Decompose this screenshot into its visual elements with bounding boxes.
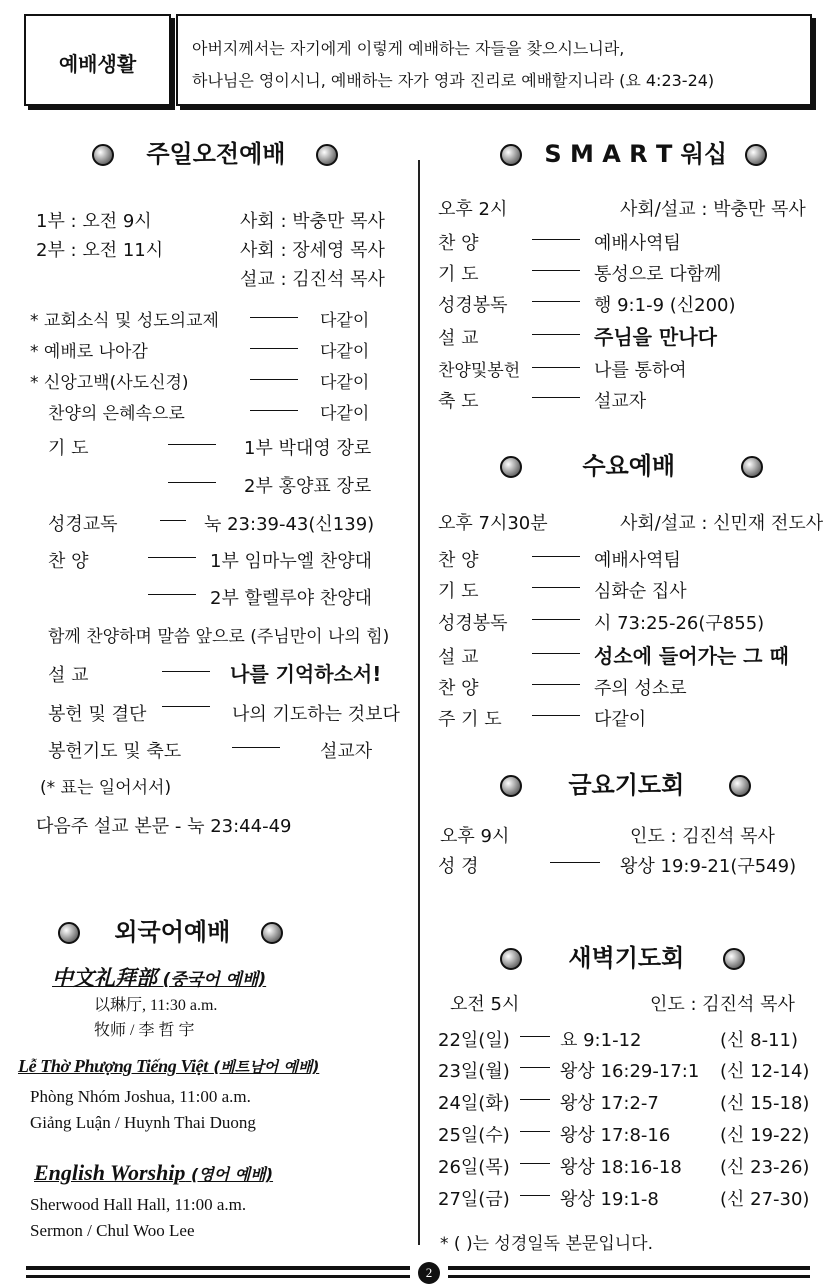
dawn-title: 새벽기도회 bbox=[568, 944, 685, 972]
circle-bullet-icon bbox=[745, 144, 767, 166]
sermon-by: 설교 : 김진석 목사 bbox=[240, 269, 385, 290]
chinese-service-preacher: 牧师 / 李 哲 宇 bbox=[94, 1022, 195, 1039]
dash-line bbox=[532, 397, 580, 398]
circle-bullet-icon bbox=[92, 144, 114, 166]
circle-bullet-icon bbox=[500, 775, 522, 797]
dash-line bbox=[532, 619, 580, 620]
reading-label: 성경교독 bbox=[48, 514, 118, 535]
friday-title: 금요기도회 bbox=[568, 771, 685, 799]
dash-line bbox=[532, 239, 580, 240]
dash-line bbox=[532, 270, 580, 271]
standing-note: (* 표는 일어서서) bbox=[40, 778, 172, 798]
circle-bullet-icon bbox=[58, 922, 80, 944]
friday-scripture-value: 왕상 19:9-21(구549) bbox=[620, 856, 797, 877]
vietnamese-service-preacher: Giảng Luận / Huynh Thai Duong bbox=[30, 1113, 256, 1132]
dash-line bbox=[532, 684, 580, 685]
dawn-new-testament: (신 15-18) bbox=[720, 1093, 810, 1114]
order-label: * 교회소식 및 성도의교제 bbox=[30, 311, 219, 331]
sunday-title: 주일오전예배 bbox=[146, 140, 286, 168]
smart-heading bbox=[500, 134, 767, 169]
dawn-day: 27일(금) bbox=[438, 1189, 510, 1210]
dash-line bbox=[250, 317, 298, 318]
smart-time: 오후 2시 bbox=[438, 199, 508, 220]
dash-line bbox=[162, 671, 210, 672]
dash-line bbox=[520, 1036, 550, 1037]
foreign-heading bbox=[58, 912, 283, 947]
smart-row-label: 찬 양 bbox=[438, 233, 479, 254]
next-week-text: 다음주 설교 본문 - 눅 23:44-49 bbox=[36, 816, 292, 837]
dash-line bbox=[148, 594, 196, 595]
smart-sermon-title: 주님을 만나다 bbox=[594, 325, 717, 349]
wednesday-title: 수요예배 bbox=[582, 452, 676, 480]
column-divider bbox=[418, 160, 420, 1245]
dash-line bbox=[162, 706, 210, 707]
prayer-2: 2부 홍양표 장로 bbox=[244, 476, 372, 497]
dash-line bbox=[532, 556, 580, 557]
dash-line bbox=[520, 1163, 550, 1164]
dash-line bbox=[520, 1067, 550, 1068]
dawn-reference: 왕상 18:16-18 bbox=[560, 1157, 682, 1178]
dawn-new-testament: (신 8-11) bbox=[720, 1030, 799, 1051]
dawn-time: 오전 5시 bbox=[450, 994, 520, 1015]
host-2: 사회 : 장세영 목사 bbox=[240, 240, 385, 261]
dash-line bbox=[232, 747, 280, 748]
dawn-new-testament: (신 27-30) bbox=[720, 1189, 810, 1210]
dash-line bbox=[168, 444, 216, 445]
praise-1: 1부 임마누엘 찬양대 bbox=[210, 551, 372, 572]
order-value: 다같이 bbox=[320, 311, 370, 331]
dawn-day: 26일(목) bbox=[438, 1157, 510, 1178]
dawn-leader: 인도 : 김진석 목사 bbox=[650, 994, 795, 1015]
circle-bullet-icon bbox=[500, 456, 522, 478]
english-service-preacher: Sermon / Chul Woo Lee bbox=[30, 1221, 195, 1240]
footer-rule-left bbox=[26, 1266, 410, 1278]
prayer-label: 기 도 bbox=[48, 438, 89, 459]
verse-line-1: 아버지께서는 자기에게 이렇게 예배하는 자들을 찾으시느니라, bbox=[192, 39, 625, 58]
vietnamese-service-title: Lễ Thờ Phượng Tiếng Việt (베트남어 예배) bbox=[18, 1056, 320, 1076]
dawn-day: 23일(월) bbox=[438, 1061, 510, 1082]
wednesday-host: 사회/설교 : 신민재 전도사 bbox=[620, 513, 824, 534]
smart-row-value: 설교자 bbox=[594, 391, 647, 412]
praise-label: 찬 양 bbox=[48, 551, 89, 572]
verse-box bbox=[176, 14, 812, 106]
wednesday-row-value: 심화순 집사 bbox=[594, 581, 687, 602]
friday-scripture-label: 성 경 bbox=[438, 856, 479, 877]
dash-line bbox=[532, 587, 580, 588]
wednesday-row-label: 찬 양 bbox=[438, 550, 479, 571]
dawn-heading bbox=[500, 938, 745, 973]
page-number: 2 bbox=[418, 1262, 440, 1284]
circle-bullet-icon bbox=[723, 948, 745, 970]
dash-line bbox=[532, 334, 580, 335]
smart-row-label: 성경봉독 bbox=[438, 295, 508, 316]
wednesday-row-label: 주 기 도 bbox=[438, 709, 502, 730]
offering-label: 봉헌 및 결단 bbox=[48, 704, 147, 725]
foreign-title: 외국어예배 bbox=[114, 918, 231, 946]
smart-row-label: 찬양및봉헌 bbox=[438, 361, 521, 381]
wednesday-sermon-title: 성소에 들어가는 그 때 bbox=[594, 644, 789, 668]
friday-time: 오후 9시 bbox=[440, 826, 510, 847]
dawn-note: * ( )는 성경일독 본문입니다. bbox=[440, 1234, 654, 1254]
chinese-service-title: 中文礼拜部 (중국어 예배) bbox=[52, 966, 267, 990]
offering-value: 나의 기도하는 것보다 bbox=[232, 704, 400, 725]
verse-line-2: 하나님은 영이시니, 예배하는 자가 영과 진리로 예배할지니라 (요 4:23-24) bbox=[192, 71, 715, 90]
wednesday-row-value: 예배사역팀 bbox=[594, 550, 681, 571]
dawn-new-testament: (신 19-22) bbox=[720, 1125, 810, 1146]
smart-row-label: 축 도 bbox=[438, 391, 479, 412]
smart-row-value: 통성으로 다함께 bbox=[594, 264, 722, 285]
sermon-label: 설 교 bbox=[48, 665, 89, 686]
wednesday-heading bbox=[500, 446, 763, 481]
dash-line bbox=[160, 520, 186, 521]
dawn-new-testament: (신 23-26) bbox=[720, 1157, 810, 1178]
wednesday-row-value: 주의 성소로 bbox=[594, 678, 687, 699]
footer-rule-right bbox=[448, 1266, 810, 1278]
order-value: 다같이 bbox=[320, 342, 370, 362]
friday-leader: 인도 : 김진석 목사 bbox=[630, 826, 775, 847]
friday-heading bbox=[500, 765, 751, 800]
sermon-title: 나를 기억하소서! bbox=[230, 662, 382, 686]
dash-line bbox=[520, 1131, 550, 1132]
dash-line bbox=[532, 715, 580, 716]
circle-bullet-icon bbox=[741, 456, 763, 478]
dawn-reference: 왕상 17:8-16 bbox=[560, 1125, 671, 1146]
dawn-reference: 요 9:1-12 bbox=[560, 1030, 642, 1051]
smart-row-value: 나를 통하여 bbox=[594, 360, 687, 381]
dash-line bbox=[532, 653, 580, 654]
english-service-place: Sherwood Hall Hall, 11:00 a.m. bbox=[30, 1195, 247, 1214]
dash-line bbox=[532, 367, 580, 368]
dawn-day: 25일(수) bbox=[438, 1125, 510, 1146]
dawn-reference: 왕상 16:29-17:1 bbox=[560, 1061, 700, 1082]
smart-host: 사회/설교 : 박충만 목사 bbox=[620, 199, 806, 220]
wednesday-row-label: 성경봉독 bbox=[438, 613, 508, 634]
dawn-day: 22일(일) bbox=[438, 1030, 510, 1051]
section-label: 예배생활 bbox=[58, 52, 137, 76]
dash-line bbox=[250, 379, 298, 380]
dawn-day: 24일(화) bbox=[438, 1093, 510, 1114]
dash-line bbox=[520, 1099, 550, 1100]
circle-bullet-icon bbox=[500, 948, 522, 970]
smart-row-value: 행 9:1-9 (신200) bbox=[594, 295, 736, 316]
smart-title: S M A R T 워십 bbox=[544, 140, 728, 168]
circle-bullet-icon bbox=[316, 144, 338, 166]
order-value: 다같이 bbox=[320, 373, 370, 393]
vietnamese-service-place: Phòng Nhóm Joshua, 11:00 a.m. bbox=[30, 1087, 251, 1106]
dash-line bbox=[168, 482, 216, 483]
wednesday-row-label: 기 도 bbox=[438, 581, 479, 602]
together-line: 함께 찬양하며 말씀 앞으로 (주님만이 나의 힘) bbox=[48, 627, 390, 647]
dawn-reference: 왕상 19:1-8 bbox=[560, 1189, 659, 1210]
circle-bullet-icon bbox=[500, 144, 522, 166]
dash-line bbox=[550, 862, 600, 863]
circle-bullet-icon bbox=[261, 922, 283, 944]
service-1-time: 1부 : 오전 9시 bbox=[36, 211, 152, 232]
dash-line bbox=[250, 410, 298, 411]
order-label: * 예배로 나아감 bbox=[30, 342, 148, 362]
order-value: 다같이 bbox=[320, 404, 370, 424]
dash-line bbox=[532, 301, 580, 302]
dawn-reference: 왕상 17:2-7 bbox=[560, 1093, 659, 1114]
chinese-service-place: 以琳厅, 11:30 a.m. bbox=[94, 997, 218, 1014]
praise-2: 2부 할렐루야 찬양대 bbox=[210, 588, 372, 609]
sunday-heading bbox=[92, 134, 338, 169]
wednesday-row-value: 다같이 bbox=[594, 709, 647, 730]
wednesday-row-label: 설 교 bbox=[438, 647, 479, 668]
prayer-1: 1부 박대영 장로 bbox=[244, 438, 372, 459]
circle-bullet-icon bbox=[729, 775, 751, 797]
english-service-title: English Worship (영어 예배) bbox=[34, 1160, 274, 1185]
wednesday-row-label: 찬 양 bbox=[438, 678, 479, 699]
benediction-value: 설교자 bbox=[320, 741, 373, 762]
section-label-box bbox=[24, 14, 171, 106]
dash-line bbox=[520, 1195, 550, 1196]
host-1: 사회 : 박충만 목사 bbox=[240, 211, 385, 232]
smart-row-label: 설 교 bbox=[438, 328, 479, 349]
smart-row-value: 예배사역팀 bbox=[594, 233, 681, 254]
wednesday-time: 오후 7시30분 bbox=[438, 513, 548, 534]
order-label: 찬양의 은혜속으로 bbox=[48, 404, 185, 424]
smart-row-label: 기 도 bbox=[438, 264, 479, 285]
dawn-new-testament: (신 12-14) bbox=[720, 1061, 810, 1082]
service-2-time: 2부 : 오전 11시 bbox=[36, 240, 164, 261]
dash-line bbox=[148, 557, 196, 558]
order-label: * 신앙고백(사도신경) bbox=[30, 373, 189, 393]
dash-line bbox=[250, 348, 298, 349]
reading-value: 눅 23:39-43(신139) bbox=[204, 514, 375, 535]
benediction-label: 봉헌기도 및 축도 bbox=[48, 741, 182, 762]
wednesday-row-value: 시 73:25-26(구855) bbox=[594, 613, 765, 634]
